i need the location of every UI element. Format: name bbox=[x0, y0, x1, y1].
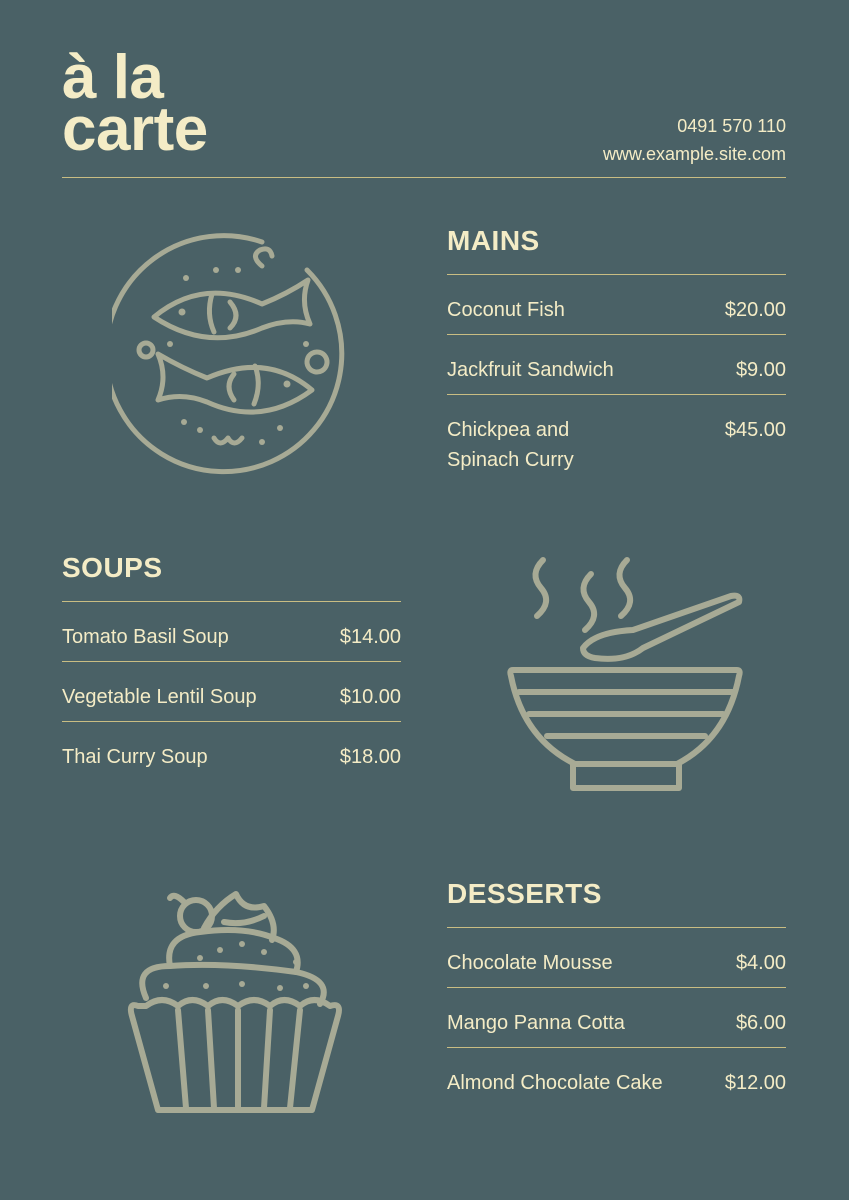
item-name: Mango Panna Cotta bbox=[447, 1012, 625, 1034]
menu-item bbox=[447, 335, 786, 395]
item-price: $45.00 bbox=[724, 419, 786, 441]
menu-item bbox=[447, 928, 786, 988]
fish-plate-icon bbox=[112, 232, 358, 478]
item-price: $9.00 bbox=[735, 359, 786, 381]
cupcake-icon bbox=[124, 886, 346, 1118]
item-name: Almond Chocolate Cake bbox=[447, 1072, 663, 1094]
title-line-1: à la bbox=[62, 43, 164, 112]
item-price: $4.00 bbox=[735, 952, 786, 974]
section-title-mains: MAINS bbox=[447, 225, 540, 256]
item-name: Jackfruit Sandwich bbox=[447, 359, 614, 381]
item-name: Thai Curry Soup bbox=[62, 746, 208, 768]
menu-item bbox=[447, 275, 786, 335]
mains-section bbox=[447, 226, 786, 484]
soup-bowl-icon bbox=[505, 552, 750, 797]
title-line-2: carte bbox=[62, 95, 208, 164]
item-price: $10.00 bbox=[339, 686, 401, 708]
section-title-desserts: DESSERTS bbox=[447, 878, 602, 909]
phone-number: 0491 570 110 bbox=[677, 116, 786, 136]
item-name: Coconut Fish bbox=[447, 299, 565, 321]
item-name: Vegetable Lentil Soup bbox=[62, 686, 257, 708]
menu-item bbox=[62, 662, 401, 722]
item-name: Chocolate Mousse bbox=[447, 952, 613, 974]
item-price: $20.00 bbox=[724, 299, 786, 321]
menu-item bbox=[62, 722, 401, 781]
website-link[interactable]: www.example.site.com bbox=[602, 144, 786, 164]
header-divider bbox=[62, 177, 786, 178]
item-price: $12.00 bbox=[724, 1072, 786, 1094]
item-name: Chickpea and Spinach Curry bbox=[447, 419, 574, 471]
item-name: Tomato Basil Soup bbox=[62, 626, 229, 648]
item-price: $18.00 bbox=[339, 746, 401, 768]
page-title bbox=[62, 43, 208, 164]
menu-item bbox=[447, 1048, 786, 1107]
soups-section bbox=[62, 553, 401, 781]
menu-item bbox=[447, 395, 786, 484]
contact-info bbox=[603, 112, 786, 168]
section-title-soups: SOUPS bbox=[62, 552, 163, 583]
item-price: $14.00 bbox=[339, 626, 401, 648]
desserts-section bbox=[447, 879, 786, 1107]
item-price: $6.00 bbox=[735, 1012, 786, 1034]
menu-item bbox=[62, 602, 401, 662]
menu-item bbox=[447, 988, 786, 1048]
